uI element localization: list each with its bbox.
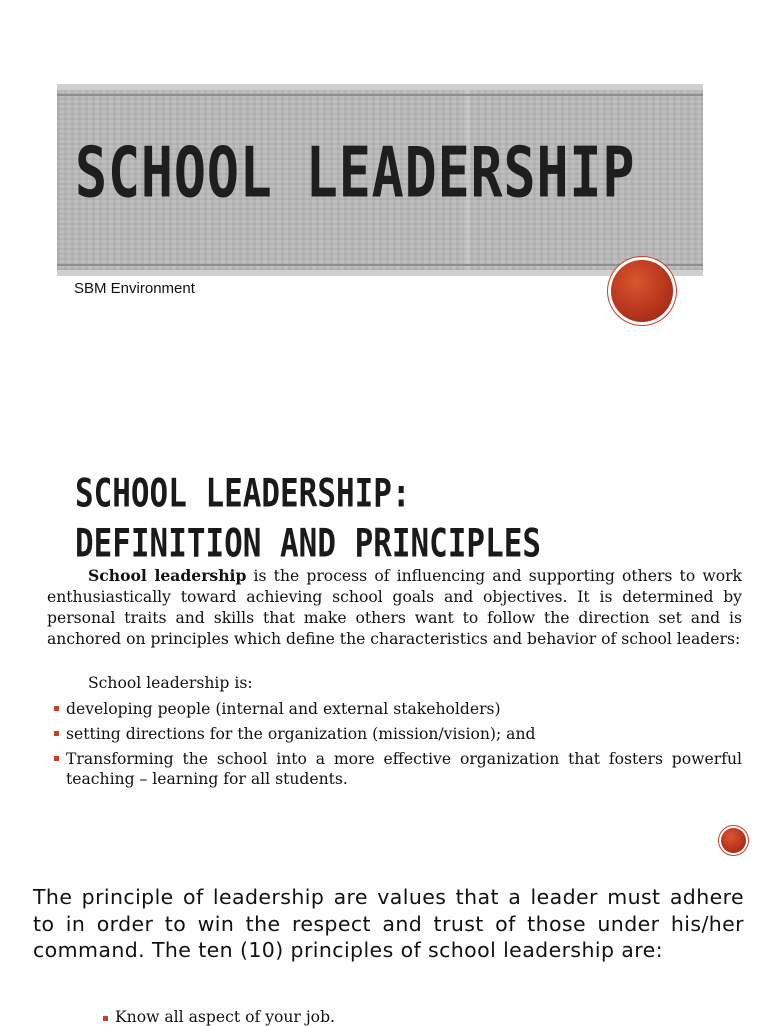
subtitle: SBM Environment [74, 280, 195, 297]
title-banner [57, 84, 703, 276]
leadership-list [50, 699, 742, 794]
list-intro: School leadership is: [88, 674, 253, 692]
list-item: Transforming the school into a more effective organization that fosters powerful teaching – learning for all students. [50, 749, 742, 789]
decorative-circle-small-icon [721, 828, 746, 853]
list-item: Know all aspect of your job. [103, 1008, 335, 1026]
definition-text: is the process of influencing and supporting others to work enthusiastically toward achieving school goals and objectives. It is determined by personal traits and skills that make others want to follow the direction set and is anchored on principles which define the characteristics and behavior of school leaders: [47, 567, 743, 648]
banner-stripe-bottom [57, 264, 703, 266]
definition-term: School leadership [88, 566, 247, 585]
banner-stripe-top [57, 94, 703, 96]
list-item: setting directions for the organization (mission/vision); and [50, 724, 742, 744]
decorative-circle-icon [611, 260, 673, 322]
section-heading [75, 470, 541, 569]
heading-line-1: SCHOOL LEADERSHIP: [75, 472, 411, 517]
page-title: SCHOOL LEADERSHIP [75, 131, 636, 214]
heading-line-2: DEFINITION AND PRINCIPLES [75, 521, 541, 567]
principles-intro: The principle of leadership are values that a leader must adhere to in order to win the respect and trust of those under his/her command. The ten (10) principles of school leadership are: [33, 885, 744, 962]
definition-paragraph [47, 565, 742, 650]
list-item: developing people (internal and external stakeholders) [50, 699, 742, 719]
